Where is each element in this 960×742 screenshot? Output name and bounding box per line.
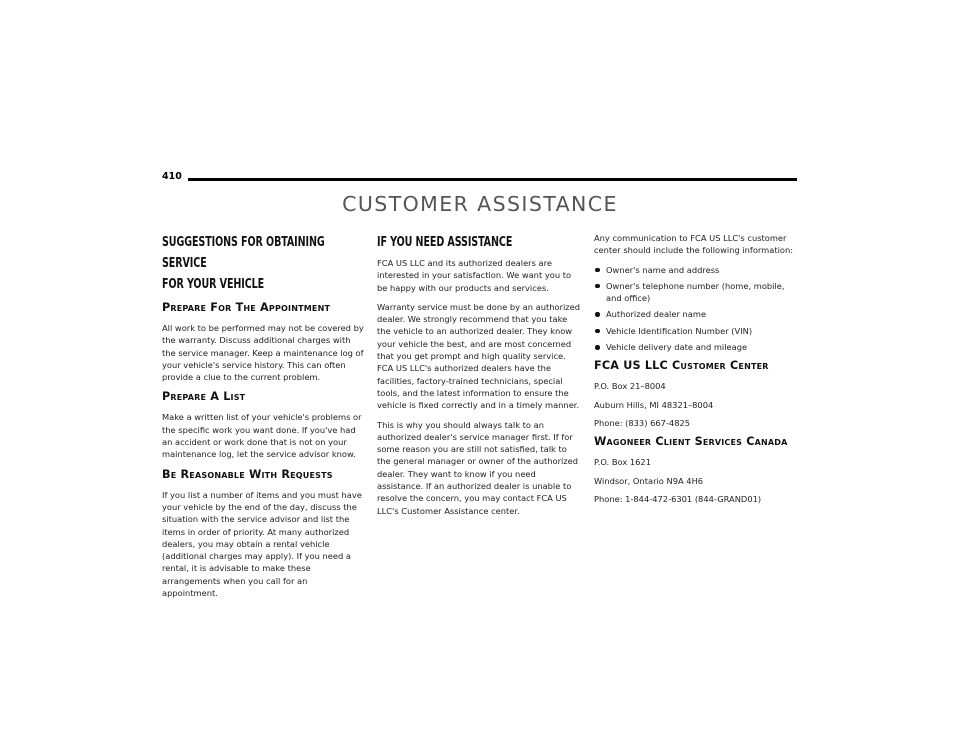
list-item-text: Owner's name and address	[606, 264, 720, 275]
section-heading-service-line2: FOR YOUR VEHICLE	[162, 276, 265, 292]
section-heading-assistance: IF YOU NEED ASSISTANCE	[377, 234, 513, 250]
list-item	[594, 280, 799, 305]
list-item	[594, 341, 799, 353]
bullet-icon	[595, 329, 600, 334]
list-item-text: Vehicle delivery date and mileage	[606, 342, 748, 353]
paragraph-prepare-list: Make a written list of your vehicle's problems or the specific work you want done. If you've had an accident or work done that is not on your maintenance log, let the service advisor know.	[162, 412, 362, 460]
subheading-reasonable-requests: Be Reasonable With Requests	[162, 467, 333, 481]
paragraph-assistance-3: This is why you should always talk to an authorized dealer's service manager first. If for some reason you are still not satisfied, talk to the general manager or owner of the authorized dealer. They want to know if you need assistance. If an authorized dealer is unable to resolve the concern, you may contact FCA US LLC's Customer Assistance center.	[377, 419, 579, 516]
page-number: 410	[162, 171, 182, 182]
list-item	[594, 325, 799, 337]
column-left	[162, 232, 364, 606]
chapter-title: CUSTOMER ASSISTANCE	[342, 192, 618, 216]
subheading-fca-customer-center: FCA US LLC Customer Center	[594, 359, 769, 373]
fca-phone: Phone: (833) 667-4825	[594, 417, 691, 428]
info-bullet-list	[594, 264, 799, 354]
paragraph-assistance-2: Warranty service must be done by an authorized dealer. We strongly recommend that you take the vehicle to an authorized dealer. They know your vehicle the best, and are most concerned that you get prompt and high quality service. FCA US LLC's authorized dealers have the facilities, factory-trained technicians, special tools, and the latest information to ensure the vehicle is fixed correctly and in a timely manner.	[377, 301, 581, 411]
subheading-prepare-list: Prepare A List	[162, 390, 246, 404]
canada-address-block	[594, 456, 799, 505]
column-middle	[377, 232, 580, 524]
header-rule	[188, 178, 797, 181]
section-heading-service-line1: SUGGESTIONS FOR OBTAINING SERVICE	[162, 234, 325, 271]
list-item-text: Vehicle Identification Number (VIN)	[606, 325, 753, 336]
subheading-prepare-appointment: Prepare For The Appointment	[162, 301, 331, 314]
list-item-text: Authorized dealer name	[606, 309, 707, 320]
canada-phone: Phone: 1-844-472-6301 (844-GRAND01)	[594, 493, 762, 504]
paragraph-communication-intro: Any communication to FCA US LLC's customer center should include the following information:	[594, 233, 794, 256]
fca-address-block	[594, 380, 799, 429]
list-item-text: Owner's telephone number (home, mobile, and office)	[606, 280, 785, 304]
subheading-wagoneer-canada: Wagoneer Client Services Canada	[594, 435, 788, 449]
list-item	[594, 264, 799, 276]
column-right	[594, 232, 799, 511]
canada-address-line: Windsor, Ontario N9A 4H6	[594, 475, 704, 486]
paragraph-assistance-1: FCA US LLC and its authorized dealers are interested in your satisfaction. We want you to be happy with our products and services.	[377, 258, 572, 293]
canada-address-line: P.O. Box 1621	[594, 457, 651, 468]
section-heading-service	[162, 232, 364, 295]
bullet-icon	[595, 268, 600, 273]
paragraph-prepare-appointment: All work to be performed may not be covered by the warranty. Discuss additional charges with the service manager. Keep a maintenance log of your vehicle's service history. This can often provide a clue to the current problem.	[162, 323, 364, 383]
bullet-icon	[595, 284, 600, 289]
list-item	[594, 308, 799, 320]
bullet-icon	[595, 345, 600, 350]
fca-address-line: Auburn Hills, MI 48321–8004	[594, 399, 714, 410]
paragraph-reasonable-requests: If you list a number of items and you must have your vehicle by the end of the day, discuss the situation with the service advisor and list the items in order of priority. At many authorized dealers, you may obtain a rental vehicle (additional charges may apply). If you need a rental, it is advisable to make these arrangements when you call for an appointment.	[162, 489, 362, 599]
fca-address-line: P.O. Box 21–8004	[594, 381, 666, 392]
bullet-icon	[595, 312, 600, 317]
